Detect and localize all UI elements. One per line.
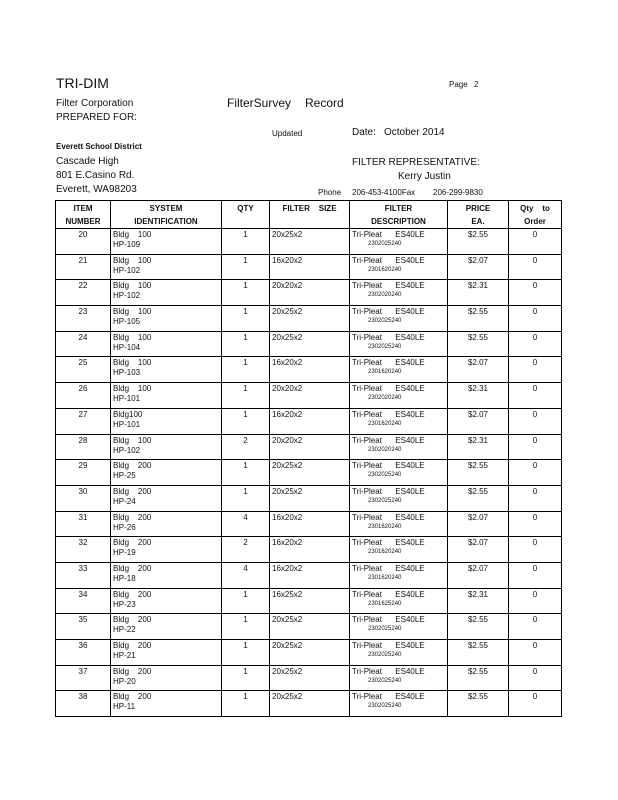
qty-cell: 1 xyxy=(222,357,270,383)
filter-size-cell: 16x20x2 xyxy=(270,254,350,280)
qty-to-order-cell: 0 xyxy=(509,254,562,280)
system-unit: HP-26 xyxy=(113,522,136,532)
qty-to-order-cell: 0 xyxy=(509,665,562,691)
rep-name: Kerry Justin xyxy=(398,171,451,182)
system-id-cell xyxy=(111,306,222,332)
filter-size-cell: 20x25x2 xyxy=(270,691,350,717)
system-unit: HP-104 xyxy=(113,342,141,352)
filter-model: Tri-Pleat ES40LE xyxy=(352,332,425,342)
price-cell: $2.31 xyxy=(448,588,509,614)
filter-model: Tri-Pleat ES40LE xyxy=(352,563,425,573)
company-name: TRI-DIM xyxy=(56,75,109,91)
qty-to-order-cell: 0 xyxy=(509,306,562,332)
filter-model: Tri-Pleat ES40LE xyxy=(352,230,425,239)
page-label: Page xyxy=(449,80,468,89)
system-unit: HP-19 xyxy=(113,548,136,558)
filter-description-cell xyxy=(350,614,448,640)
filter-part-code: 2301620240 xyxy=(368,574,402,581)
address-line: 801 E.Casino Rd. xyxy=(56,170,135,181)
fax-value: 206-299-9830 xyxy=(433,188,483,197)
system-id-cell xyxy=(111,614,222,640)
header-qty-to-order: Qty to Order xyxy=(509,201,562,229)
item-number-cell: 31 xyxy=(56,511,111,537)
table-row xyxy=(56,357,562,383)
filter-model: Tri-Pleat ES40LE xyxy=(352,589,425,599)
filter-model: Tri-Pleat ES40LE xyxy=(352,307,425,317)
filter-description-cell xyxy=(350,254,448,280)
table-row xyxy=(56,665,562,691)
filter-size-cell: 20x25x2 xyxy=(270,306,350,332)
filter-part-code: 2301620240 xyxy=(368,549,402,556)
system-unit: HP-20 xyxy=(113,676,136,686)
filter-size-cell: 20x25x2 xyxy=(270,485,350,511)
system-unit: HP-109 xyxy=(113,240,141,249)
filter-size-cell: 16x20x2 xyxy=(270,511,350,537)
system-unit: HP-23 xyxy=(113,599,136,609)
filter-model: Tri-Pleat ES40LE xyxy=(352,615,425,625)
qty-to-order-cell: 0 xyxy=(509,408,562,434)
filter-model: Tri-Pleat ES40LE xyxy=(352,281,425,291)
filter-size-cell: 20x25x2 xyxy=(270,229,350,255)
system-building: Bldg 200 xyxy=(113,666,152,676)
system-unit: HP-21 xyxy=(113,651,136,660)
system-id-cell xyxy=(111,537,222,563)
qty-to-order-cell: 0 xyxy=(509,460,562,486)
system-unit: HP-102 xyxy=(113,291,141,301)
survey-title: FilterSurvey xyxy=(227,96,292,110)
system-building: Bldg 200 xyxy=(113,461,152,471)
item-number-cell: 34 xyxy=(56,588,111,614)
header-item-number: ITEM NUMBER xyxy=(56,201,111,229)
filter-size-cell: 16x25x2 xyxy=(270,588,350,614)
header-qty: QTY xyxy=(222,201,270,229)
system-id-cell xyxy=(111,485,222,511)
table-row xyxy=(56,331,562,357)
date-label: Date: xyxy=(352,127,376,138)
filter-size-cell: 20x20x2 xyxy=(270,383,350,409)
filter-part-code: 2301620240 xyxy=(368,523,402,530)
system-building: Bldg 100 xyxy=(113,230,152,239)
table-row xyxy=(56,306,562,332)
filter-model: Tri-Pleat ES40LE xyxy=(352,486,425,496)
table-row xyxy=(56,537,562,563)
price-cell: $2.55 xyxy=(448,460,509,486)
qty-cell: 1 xyxy=(222,485,270,511)
filter-description-cell xyxy=(350,485,448,511)
city-line: Everett, WA98203 xyxy=(56,184,137,195)
table-row xyxy=(56,408,562,434)
table-row xyxy=(56,614,562,640)
filter-model: Tri-Pleat ES40LE xyxy=(352,666,425,676)
filter-description-cell xyxy=(350,537,448,563)
table-row xyxy=(56,485,562,511)
system-id-cell xyxy=(111,280,222,306)
table-row xyxy=(56,511,562,537)
filter-model: Tri-Pleat ES40LE xyxy=(352,435,425,445)
system-unit: HP-18 xyxy=(113,573,136,583)
filter-model: Tri-Pleat ES40LE xyxy=(352,461,425,471)
page-number: 2 xyxy=(474,80,479,89)
system-unit: HP-22 xyxy=(113,625,136,635)
qty-cell: 4 xyxy=(222,562,270,588)
price-cell: $2.07 xyxy=(448,537,509,563)
item-number-cell: 36 xyxy=(56,640,111,666)
qty-to-order-cell: 0 xyxy=(509,383,562,409)
qty-to-order-cell: 0 xyxy=(509,485,562,511)
price-cell: $2.55 xyxy=(448,640,509,666)
system-id-cell xyxy=(111,588,222,614)
filter-model: Tri-Pleat ES40LE xyxy=(352,384,425,394)
table-row xyxy=(56,588,562,614)
qty-to-order-cell: 0 xyxy=(509,614,562,640)
filter-part-code: 2302020240 xyxy=(368,395,402,402)
qty-cell: 1 xyxy=(222,254,270,280)
filter-part-code: 2302025240 xyxy=(368,703,402,710)
table-row xyxy=(56,640,562,666)
system-id-cell xyxy=(111,357,222,383)
system-building: Bldg 200 xyxy=(113,692,152,702)
filter-part-code: 2301620240 xyxy=(368,369,402,376)
system-unit: HP-11 xyxy=(113,702,136,712)
date-value: October 2014 xyxy=(384,127,445,138)
item-number-cell: 38 xyxy=(56,691,111,717)
qty-cell: 1 xyxy=(222,691,270,717)
filter-size-cell: 20x25x2 xyxy=(270,665,350,691)
item-number-cell: 29 xyxy=(56,460,111,486)
item-number-cell: 28 xyxy=(56,434,111,460)
qty-cell: 1 xyxy=(222,280,270,306)
school-name: Cascade High xyxy=(56,156,119,167)
filter-part-code: 2302025240 xyxy=(368,318,402,325)
district-name: Everett School District xyxy=(56,142,142,151)
system-id-cell xyxy=(111,562,222,588)
filter-description-cell xyxy=(350,460,448,486)
qty-cell: 2 xyxy=(222,537,270,563)
system-id-cell xyxy=(111,691,222,717)
filter-part-code: 2302025240 xyxy=(368,472,402,479)
system-building: Bldg 100 xyxy=(113,281,152,291)
item-number-cell: 23 xyxy=(56,306,111,332)
qty-to-order-cell: 0 xyxy=(509,357,562,383)
qty-to-order-cell: 0 xyxy=(509,434,562,460)
price-cell: $2.07 xyxy=(448,357,509,383)
filter-size-cell: 20x25x2 xyxy=(270,331,350,357)
filter-description-cell xyxy=(350,434,448,460)
filter-part-code: 2301625240 xyxy=(368,600,402,607)
filter-description-cell xyxy=(350,280,448,306)
price-cell: $2.55 xyxy=(448,485,509,511)
system-id-cell xyxy=(111,434,222,460)
qty-cell: 1 xyxy=(222,229,270,255)
system-id-cell xyxy=(111,640,222,666)
system-building: Bldg 200 xyxy=(113,538,152,548)
filter-part-code: 2302025240 xyxy=(368,497,402,504)
filter-model: Tri-Pleat ES40LE xyxy=(352,358,425,368)
item-number-cell: 32 xyxy=(56,537,111,563)
filter-part-code: 2302025240 xyxy=(368,241,402,247)
system-building: Bldg 200 xyxy=(113,512,152,522)
price-cell: $2.07 xyxy=(448,254,509,280)
filter-description-cell xyxy=(350,665,448,691)
price-cell: $2.07 xyxy=(448,408,509,434)
updated-label: Updated xyxy=(272,129,303,138)
price-cell: $2.31 xyxy=(448,280,509,306)
filter-description-cell xyxy=(350,357,448,383)
filter-size-cell: 20x25x2 xyxy=(270,614,350,640)
system-unit: HP-105 xyxy=(113,317,141,327)
record-label: Record xyxy=(305,96,344,110)
price-cell: $2.55 xyxy=(448,691,509,717)
filter-size-cell: 20x25x2 xyxy=(270,640,350,666)
header-price-each: PRICE EA. xyxy=(448,201,509,229)
system-id-cell xyxy=(111,665,222,691)
price-cell: $2.07 xyxy=(448,562,509,588)
price-cell: $2.55 xyxy=(448,229,509,255)
system-unit: HP-25 xyxy=(113,471,136,481)
table-row xyxy=(56,691,562,717)
rep-label: FILTER REPRESENTATIVE: xyxy=(352,157,480,168)
filter-description-cell xyxy=(350,306,448,332)
filter-description-cell xyxy=(350,640,448,666)
qty-cell: 1 xyxy=(222,306,270,332)
filter-part-code: 2301620240 xyxy=(368,266,402,273)
price-cell: $2.31 xyxy=(448,434,509,460)
system-id-cell xyxy=(111,383,222,409)
filter-description-cell xyxy=(350,229,448,255)
filter-size-cell: 20x20x2 xyxy=(270,434,350,460)
system-id-cell xyxy=(111,254,222,280)
filter-description-cell xyxy=(350,691,448,717)
filter-size-cell: 16x20x2 xyxy=(270,357,350,383)
system-building: Bldg 100 xyxy=(113,384,152,394)
header-filter-description: FILTER DESCRIPTION xyxy=(350,201,448,229)
qty-to-order-cell: 0 xyxy=(509,511,562,537)
filter-model: Tri-Pleat ES40LE xyxy=(352,512,425,522)
filter-part-code: 2302025240 xyxy=(368,652,402,658)
item-number-cell: 27 xyxy=(56,408,111,434)
qty-cell: 1 xyxy=(222,640,270,666)
table-row xyxy=(56,460,562,486)
table-row xyxy=(56,254,562,280)
qty-to-order-cell: 0 xyxy=(509,640,562,666)
table-row xyxy=(56,434,562,460)
system-unit: HP-103 xyxy=(113,368,141,378)
subtitle-left: Filter Corporation xyxy=(56,98,134,109)
filter-part-code: 2302020240 xyxy=(368,446,402,453)
system-building: Bldg 100 xyxy=(113,255,152,265)
item-number-cell: 30 xyxy=(56,485,111,511)
table-row xyxy=(56,383,562,409)
item-number-cell: 24 xyxy=(56,331,111,357)
system-building: Bldg 200 xyxy=(113,589,152,599)
system-unit: HP-102 xyxy=(113,265,141,275)
prepared-for: PREPARED FOR: xyxy=(56,112,137,123)
price-cell: $2.55 xyxy=(448,614,509,640)
qty-cell: 1 xyxy=(222,331,270,357)
phone-label: Phone xyxy=(318,188,342,197)
system-unit: HP-102 xyxy=(113,445,141,455)
system-building: Bldg 200 xyxy=(113,563,152,573)
system-unit: HP-101 xyxy=(113,419,141,429)
system-building: Bldg 100 xyxy=(113,435,152,445)
qty-to-order-cell: 0 xyxy=(509,588,562,614)
system-building: Bldg100 xyxy=(113,409,143,419)
system-id-cell xyxy=(111,408,222,434)
qty-cell: 1 xyxy=(222,383,270,409)
item-number-cell: 37 xyxy=(56,665,111,691)
filter-model: Tri-Pleat ES40LE xyxy=(352,692,425,702)
item-number-cell: 22 xyxy=(56,280,111,306)
system-building: Bldg 100 xyxy=(113,332,152,342)
price-cell: $2.31 xyxy=(448,383,509,409)
filter-part-code: 2302020240 xyxy=(368,292,402,299)
system-id-cell xyxy=(111,331,222,357)
price-cell: $2.07 xyxy=(448,511,509,537)
item-number-cell: 35 xyxy=(56,614,111,640)
filter-size-cell: 16x20x2 xyxy=(270,562,350,588)
system-id-cell xyxy=(111,511,222,537)
table-row xyxy=(56,229,562,255)
filter-description-cell xyxy=(350,562,448,588)
qty-cell: 1 xyxy=(222,408,270,434)
system-building: Bldg 100 xyxy=(113,307,152,317)
filter-size-cell: 16x20x2 xyxy=(270,408,350,434)
filter-part-code: 2301620240 xyxy=(368,420,402,427)
item-number-cell: 26 xyxy=(56,383,111,409)
item-number-cell: 25 xyxy=(56,357,111,383)
system-id-cell xyxy=(111,460,222,486)
qty-cell: 1 xyxy=(222,588,270,614)
header-system-identification: SYSTEM IDENTIFICATION xyxy=(111,201,222,229)
system-id-cell xyxy=(111,229,222,255)
header-filter-size: FILTER SIZE xyxy=(270,201,350,229)
qty-to-order-cell: 0 xyxy=(509,280,562,306)
filter-description-cell xyxy=(350,408,448,434)
filter-part-code: 2302025240 xyxy=(368,626,402,633)
filter-size-cell: 20x20x2 xyxy=(270,280,350,306)
filter-model: Tri-Pleat ES40LE xyxy=(352,641,425,650)
table-row xyxy=(56,280,562,306)
qty-to-order-cell: 0 xyxy=(509,691,562,717)
filter-size-cell: 16x20x2 xyxy=(270,537,350,563)
system-building: Bldg 100 xyxy=(113,358,152,368)
price-cell: $2.55 xyxy=(448,331,509,357)
qty-to-order-cell: 0 xyxy=(509,331,562,357)
price-cell: $2.55 xyxy=(448,306,509,332)
filter-description-cell xyxy=(350,588,448,614)
filter-model: Tri-Pleat ES40LE xyxy=(352,409,425,419)
filter-survey-table xyxy=(55,200,562,717)
system-building: Bldg 200 xyxy=(113,615,152,625)
item-number-cell: 33 xyxy=(56,562,111,588)
qty-cell: 2 xyxy=(222,434,270,460)
system-building: Bldg 200 xyxy=(113,486,152,496)
qty-cell: 1 xyxy=(222,460,270,486)
system-unit: HP-101 xyxy=(113,394,141,404)
table-row xyxy=(56,562,562,588)
filter-description-cell xyxy=(350,511,448,537)
qty-cell: 1 xyxy=(222,665,270,691)
filter-part-code: 2302025240 xyxy=(368,677,402,684)
system-building: Bldg 200 xyxy=(113,641,152,650)
filter-part-code: 2302025240 xyxy=(368,343,402,350)
item-number-cell: 20 xyxy=(56,229,111,255)
price-cell: $2.55 xyxy=(448,665,509,691)
filter-description-cell xyxy=(350,383,448,409)
filter-description-cell xyxy=(350,331,448,357)
table-header-row xyxy=(56,201,562,229)
filter-model: Tri-Pleat ES40LE xyxy=(352,255,425,265)
qty-cell: 1 xyxy=(222,614,270,640)
item-number-cell: 21 xyxy=(56,254,111,280)
qty-to-order-cell: 0 xyxy=(509,562,562,588)
qty-to-order-cell: 0 xyxy=(509,229,562,255)
phone-value: 206-453-4100Fax xyxy=(352,188,416,197)
qty-cell: 4 xyxy=(222,511,270,537)
filter-size-cell: 20x25x2 xyxy=(270,460,350,486)
qty-to-order-cell: 0 xyxy=(509,537,562,563)
filter-model: Tri-Pleat ES40LE xyxy=(352,538,425,548)
system-unit: HP-24 xyxy=(113,496,136,506)
